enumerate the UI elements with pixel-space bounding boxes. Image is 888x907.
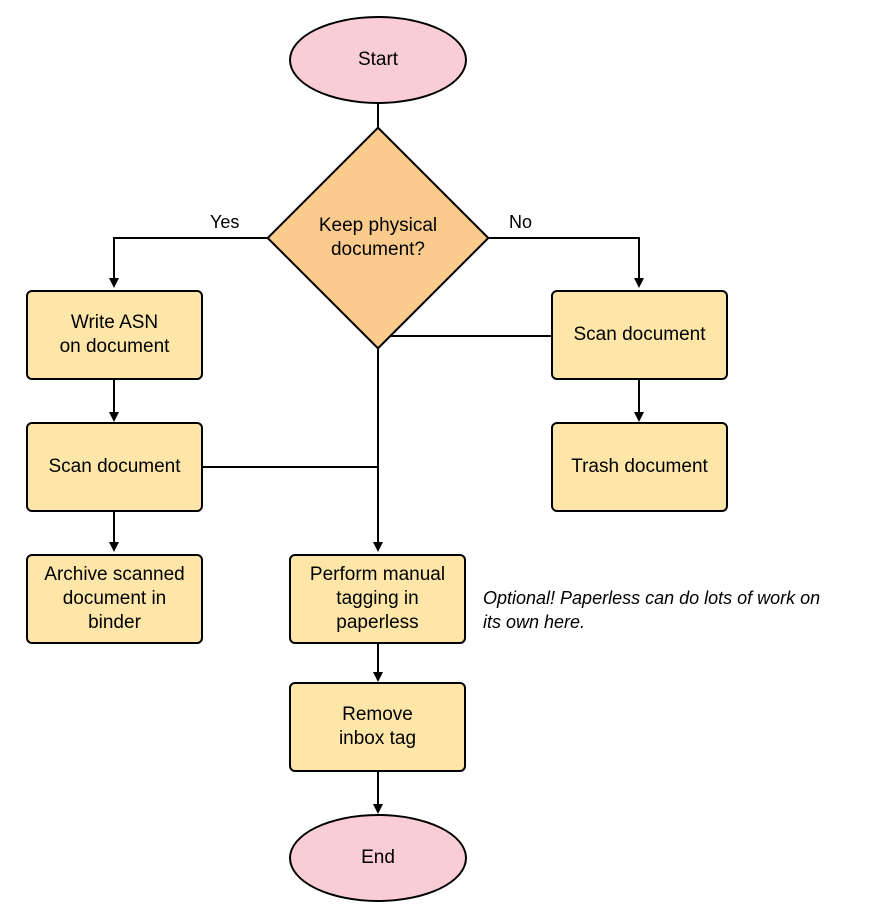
node-remove-inbox-tag[interactable] <box>289 682 466 772</box>
node-archive-line1: Archive scanned <box>44 564 185 585</box>
node-trash-document-label: Trash document <box>571 456 708 477</box>
edge-label-no: No <box>509 212 533 232</box>
node-scan-document-right-label: Scan document <box>573 324 706 345</box>
node-write-asn-line2: on document <box>59 336 170 357</box>
node-end-label: End <box>361 847 395 868</box>
node-manual-tagging[interactable] <box>289 554 466 644</box>
node-archive-line3: binder <box>88 612 141 633</box>
node-decision-label <box>288 208 468 268</box>
node-manual-tagging-line1: Perform manual <box>309 564 446 585</box>
node-end[interactable] <box>289 814 467 902</box>
node-scan-document-left-label: Scan document <box>48 456 181 477</box>
node-decision-label-line2: document? <box>330 239 425 260</box>
node-archive-line2: document in <box>62 588 167 609</box>
node-write-asn-line1: Write ASN <box>70 312 159 333</box>
node-scan-document-right[interactable] <box>551 290 728 380</box>
node-scan-document-left[interactable] <box>26 422 203 512</box>
optional-note <box>483 586 883 634</box>
node-decision-label-line1: Keep physical <box>318 215 438 236</box>
node-archive-in-binder[interactable] <box>26 554 203 644</box>
node-start[interactable] <box>289 16 467 104</box>
node-manual-tagging-line3: paperless <box>336 612 419 633</box>
node-write-asn[interactable] <box>26 290 203 380</box>
node-start-label: Start <box>357 49 399 70</box>
node-trash-document[interactable] <box>551 422 728 512</box>
node-remove-inbox-tag-line1: Remove <box>342 704 413 725</box>
node-manual-tagging-line2: tagging in <box>336 588 419 609</box>
edge-label-yes: Yes <box>210 212 240 232</box>
optional-note-line1: Optional! Paperless can do lots of work on <box>483 588 821 608</box>
node-remove-inbox-tag-line2: inbox tag <box>338 728 417 749</box>
optional-note-line2: its own here. <box>483 612 586 632</box>
